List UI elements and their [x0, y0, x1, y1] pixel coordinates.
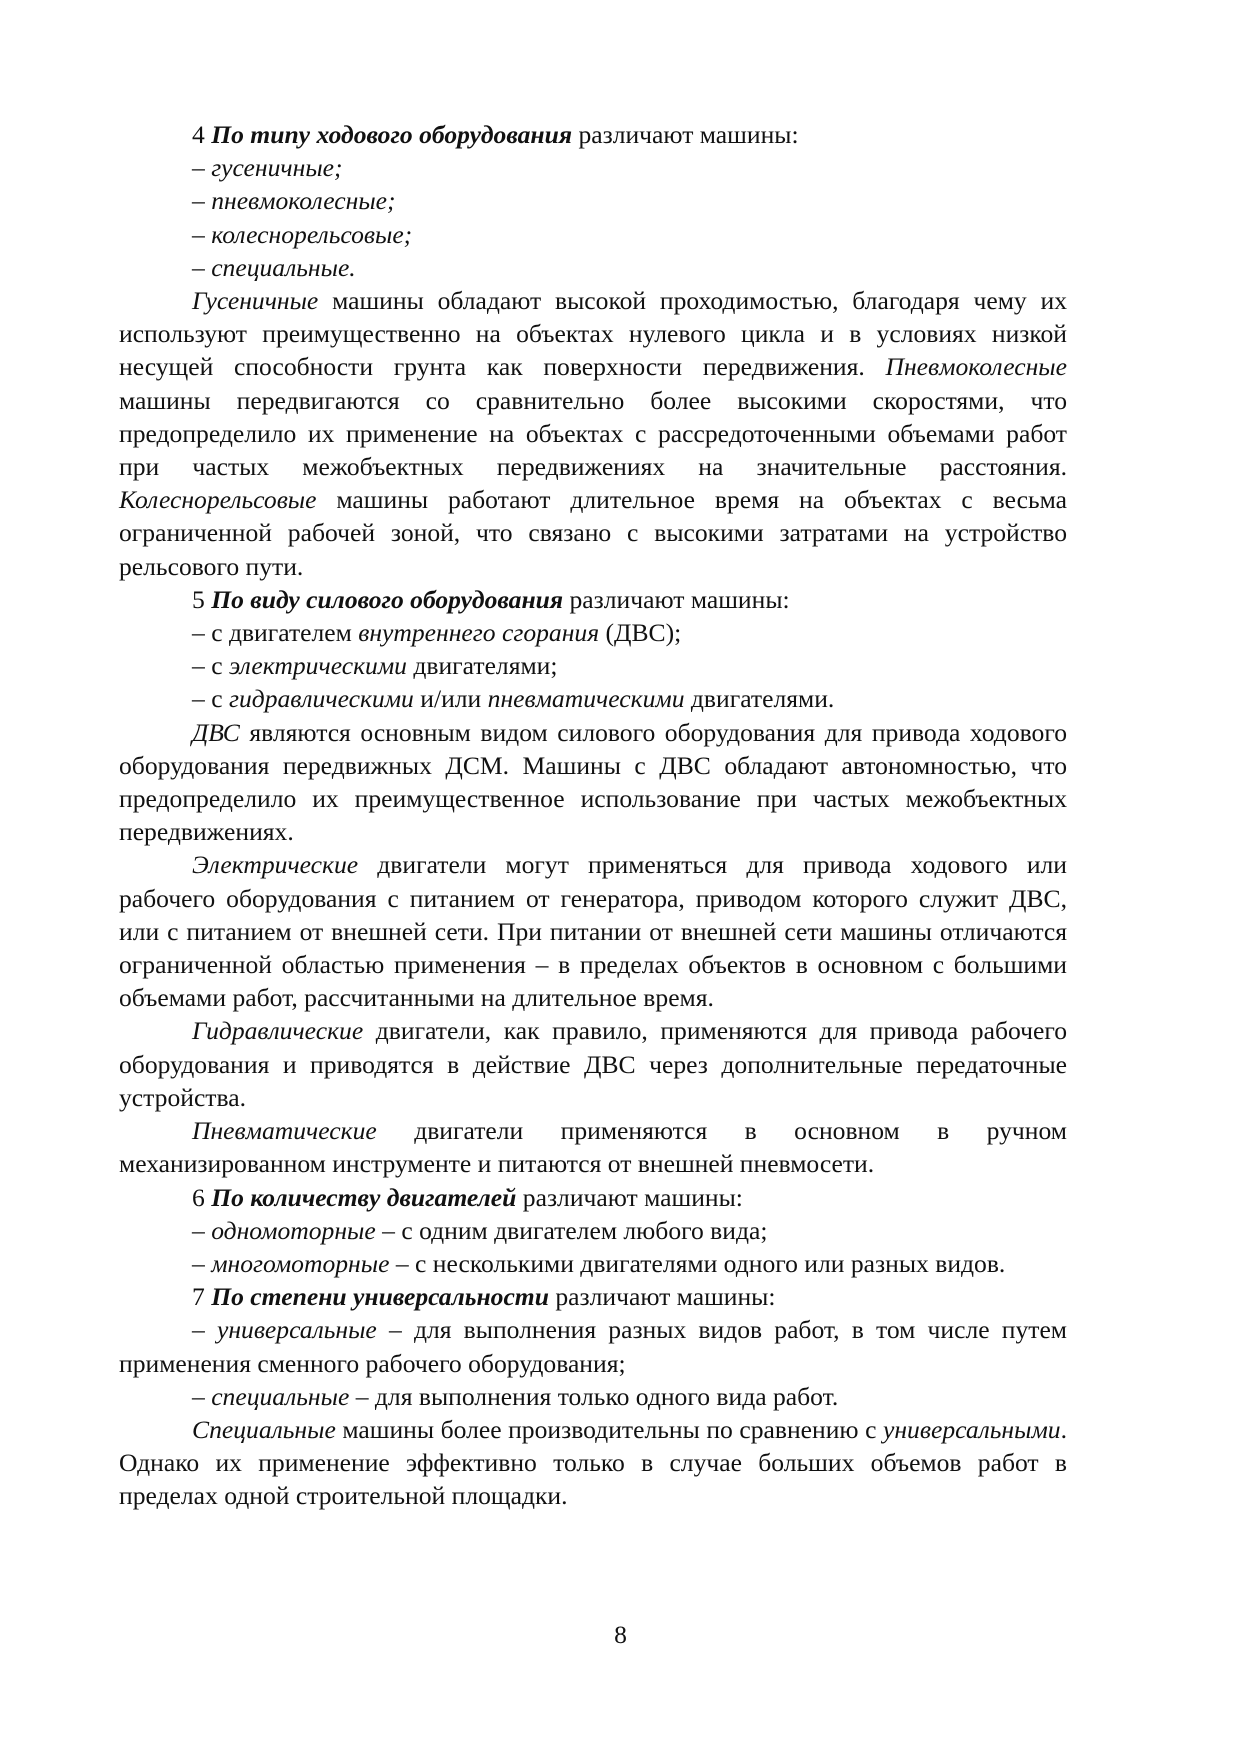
section-4-heading — [119, 118, 1067, 151]
section-number: 7 — [192, 1282, 205, 1312]
section-5-heading — [119, 583, 1067, 616]
list-item: – пневмоколесные; — [192, 186, 396, 216]
section-title: По виду силового оборудования — [211, 584, 564, 614]
body-text — [119, 118, 1067, 1513]
paragraph: ДВС являются основным видом силового оборудования для привода ходового оборудования передвижных ДСМ. Машины с ДВС обладают автономностью, что предопределило их преимущественное использование при частых межобъектных передвижениях. — [119, 717, 1067, 847]
list-item: – специальные. — [192, 252, 356, 282]
paragraph: Пневматические двигатели применяются в основном в ручном механизированном инструменте и питаются от внешней пневмосети. — [119, 1116, 1067, 1179]
list-item: – гусеничные; — [192, 153, 343, 183]
section-number: 4 — [192, 120, 205, 149]
list-item: – колеснорельсовые; — [192, 219, 413, 249]
heading-tail: различают машины: — [563, 584, 790, 614]
paragraph: Гусеничные машины обладают высокой проходимостью, благодаря чему их используют преимущественно на объектах нулевого цикла и в условиях низкой несущей способности грунта как поверхности передвижения. Пневмоколесные машины передвигаются со сравнительно более высокими скоростями, что предопределило их применение на объектах с рассредоточенными объемами работ при частых межобъектных передвижениях на значительные расстояния. Колеснорельсовые машины работают длительное время на объектах с весьма ограниченной рабочей зоной, что связано с высокими затратами на устройство рельсового пути. — [119, 286, 1067, 581]
section-6-heading — [119, 1181, 1067, 1214]
section-7-heading — [119, 1280, 1067, 1313]
section-title: По количеству двигателей — [211, 1182, 517, 1212]
heading-tail: различают машины: — [572, 120, 799, 149]
list-item: – с двигателем внутреннего сгорания (ДВС); — [192, 618, 682, 648]
section-title: По степени универсальности — [211, 1282, 549, 1312]
heading-tail: различают машины: — [516, 1182, 743, 1212]
paragraph: Электрические двигатели могут применяться для привода ходового или рабочего оборудования с питанием от генератора, приводом которого служит ДВС, или с питанием от внешней сети. При питании от внешней сети машины отличаются ограниченной областью применения – в пределах объектов в основном с большими объемами работ, рассчитанными на длительное время. — [119, 850, 1067, 1013]
section-number: 5 — [192, 584, 205, 614]
list-item: – универсальные – для выполнения разных видов работ, в том числе путем применения сменного рабочего оборудования; — [119, 1315, 1067, 1378]
section-number: 6 — [192, 1182, 205, 1212]
list-item: – с гидравлическими и/или пневматическими двигателями. — [192, 684, 835, 714]
heading-tail: различают машины: — [548, 1282, 776, 1312]
list-item: – с электрическими двигателями; — [192, 651, 558, 681]
paragraph: Гидравлические двигатели, как правило, применяются для привода рабочего оборудования и приводятся в действие ДВС через дополнительные передаточные устройства. — [119, 1016, 1067, 1112]
paragraph: Специальные машины более производительны по сравнению с универсальными. Однако их применение эффективно только в случае больших объемов работ в пределах одной строительной площадки. — [119, 1414, 1067, 1511]
list-item: – многомоторные – с несколькими двигателями одного или разных видов. — [192, 1248, 1006, 1278]
section-title: По типу ходового оборудования — [211, 120, 573, 149]
list-item: – одномоторные – с одним двигателем любого вида; — [192, 1215, 768, 1245]
list-item: – специальные – для выполнения только одного вида работ. — [192, 1381, 839, 1411]
page-number: 8 — [614, 1620, 627, 1649]
